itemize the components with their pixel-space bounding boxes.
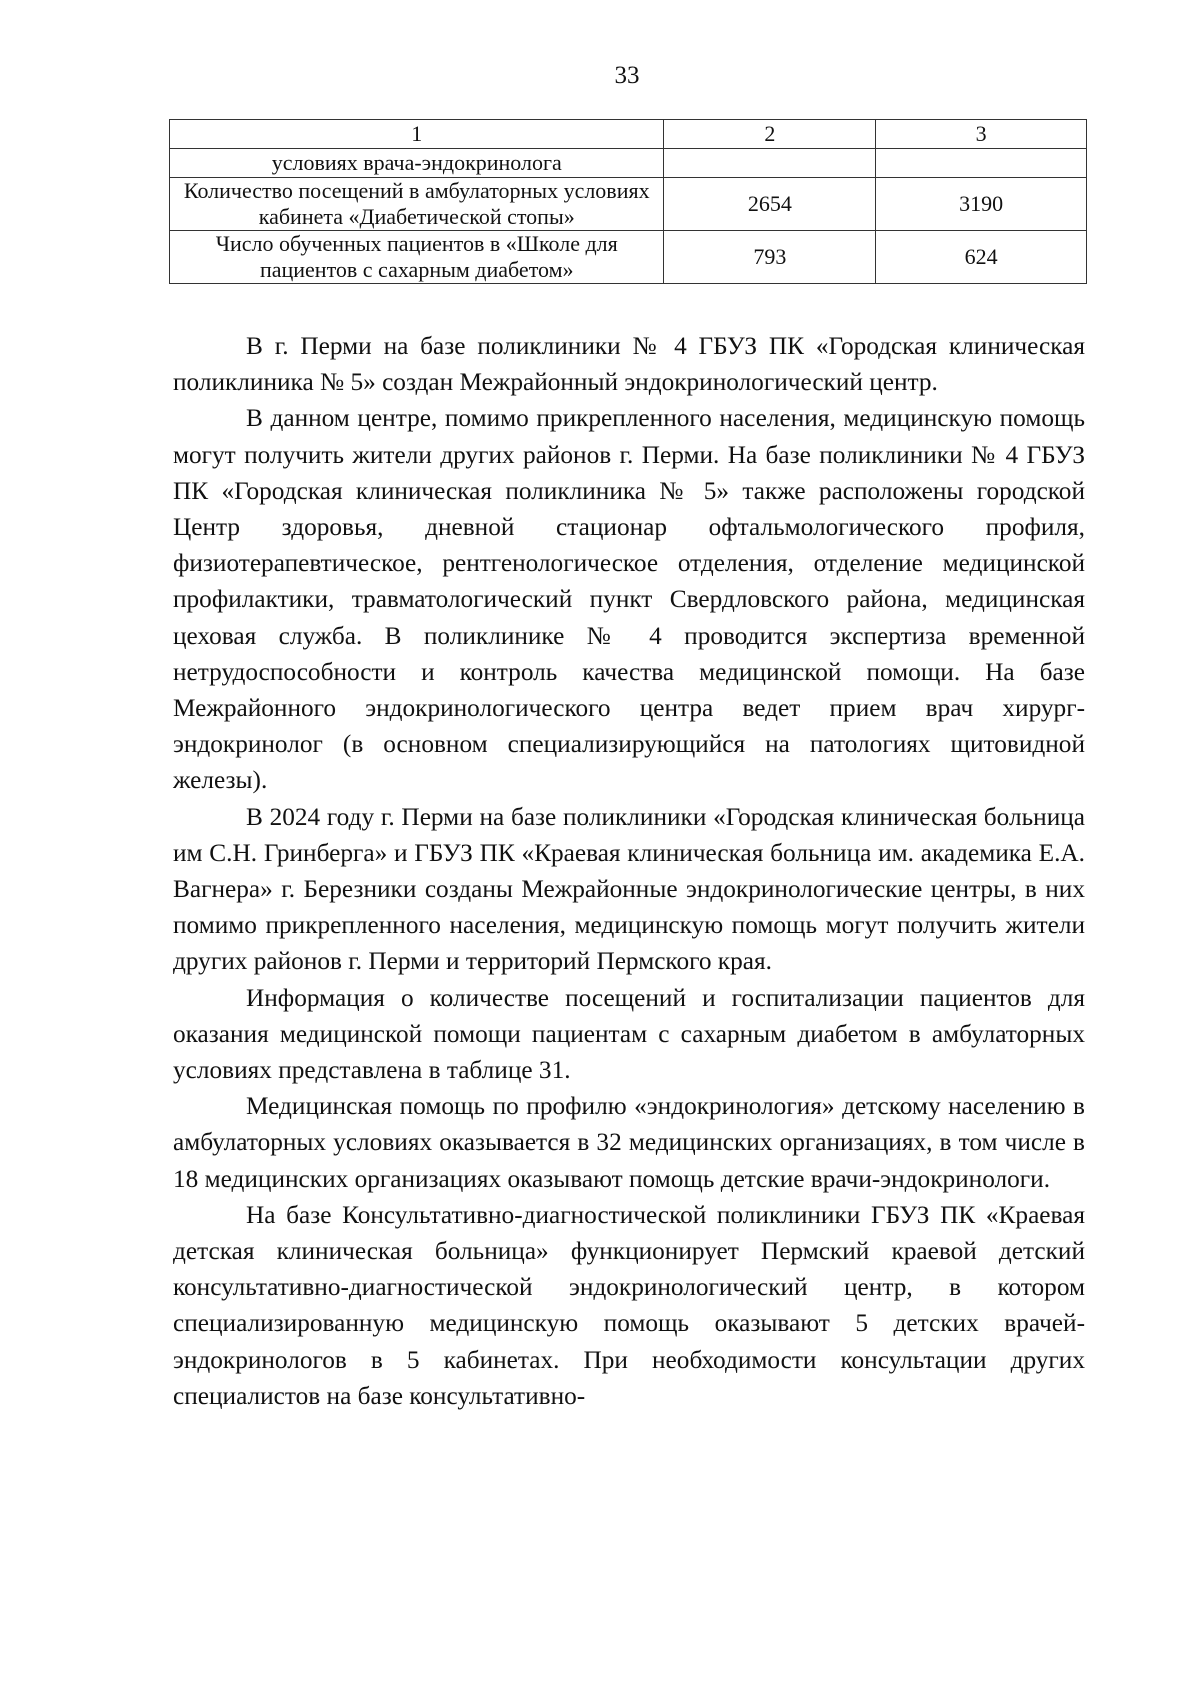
paragraph: Информация о количестве посещений и госпитализации пациентов для оказания медицинской помощи пациентам с сахарным диабетом в амбулаторных условиях представлена в таблице 31. — [173, 983, 1085, 1085]
table-row — [170, 231, 1087, 284]
table-cell-value — [876, 149, 1087, 178]
paragraph: Медицинская помощь по профилю «эндокринология» детскому населению в амбулаторных условиях оказывается в 32 медицинских организациях, в том числе в 18 медицинских организациях оказывают помощь детские врачи-эндокринологи. — [173, 1092, 1085, 1193]
table-cell-label: условиях врача-эндокринолога — [170, 149, 664, 178]
paragraph: В 2024 году г. Перми на базе поликлиники «Городская клиническая больница им С.Н. Гринберга» и ГБУЗ ПК «Краевая клиническая больница им. академика Е.А. Вагнера» г. Березники созданы Межрайонные эндокринологические центры, в них помимо прикрепленного населения, медицинскую помощь могут получить жители других районов г. Перми и территорий Пермского края. — [173, 802, 1085, 976]
paragraph: На базе Консультативно-диагностической поликлиники ГБУЗ ПК «Краевая детская клиническая больница» функционирует Пермский краевой детский консультативно-диагностической эндокринологический центр, в котором специализированную медицинскую помощь оказывают 5 детских врачей-эндокринологов в 5 кабинетах. При необходимости консультации других специалистов на базе консультативно- — [173, 1200, 1085, 1410]
page-number: 33 — [614, 62, 640, 89]
table-cell-value: 3190 — [876, 178, 1087, 231]
data-table — [169, 119, 1087, 284]
table-header-cell: 1 — [170, 120, 664, 149]
table-header-cell: 2 — [664, 120, 876, 149]
body-text — [173, 328, 1085, 1414]
table-header-cell: 3 — [876, 120, 1087, 149]
table-cell-label: Количество посещений в амбулаторных условиях кабинета «Диабетической стопы» — [170, 178, 664, 231]
table-cell-value: 624 — [876, 231, 1087, 284]
table-cell-value: 793 — [664, 231, 876, 284]
table-row — [170, 178, 1087, 231]
table-cell-value: 2654 — [664, 178, 876, 231]
table-row — [170, 149, 1087, 178]
table-cell-label: Число обученных пациентов в «Школе для пациентов с сахарным диабетом» — [170, 231, 664, 284]
table-header-row — [170, 120, 1087, 149]
table-cell-value — [664, 149, 876, 178]
paragraph: В г. Перми на базе поликлиники № 4 ГБУЗ ПК «Городская клиническая поликлиника № 5» создан Межрайонный эндокринологический центр. — [173, 332, 1085, 397]
paragraph: В данном центре, помимо прикрепленного населения, медицинскую помощь могут получить жители других районов г. Перми. На базе поликлиники № 4 ГБУЗ ПК «Городская клиническая поликлиника № 5» также расположены городской Центр здоровья, дневной стационар офтальмологического профиля, физиотерапевтическое, рентгенологическое отделения, отделение медицинской профилактики, травматологический пункт Свердловского района, медицинская цеховая служба. В поликлинике № 4 проводится экспертиза временной нетрудоспособности и контроль качества медицинской помощи. На базе Межрайонного эндокринологического центра ведет прием врач хирург-эндокринолог (в основном специализирующийся на патологиях щитовидной железы). — [173, 404, 1085, 795]
